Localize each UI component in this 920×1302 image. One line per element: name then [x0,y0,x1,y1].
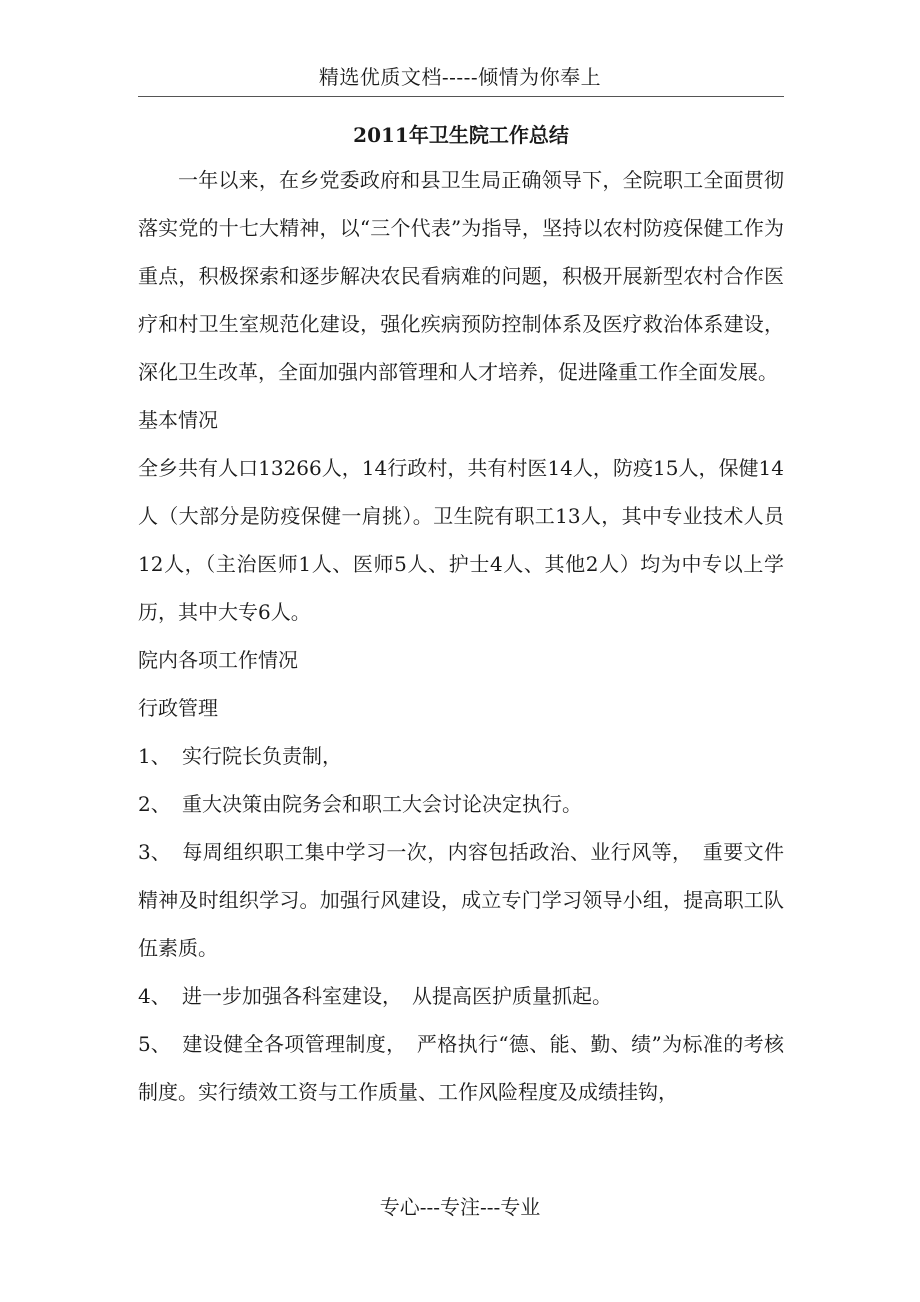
list-item-number: 3、 [138,840,171,864]
intro-paragraph: 一年以来，在乡党委政府和县卫生局正确领导下，全院职工全面贯彻落实党的十七大精神，以“三个代表”为指导，坚持以农村防疫保健工作为重点，积极探索和逐步解决农民看病难的问题，积极开展新型农村合作医疗和村卫生室规范化建设，强化疾病预防控制体系及医疗救治体系建设，深化卫生改革，全面加强内部管理和人才培养，促进隆重工作全面发展。 [138,168,784,384]
list-item [138,828,784,972]
document-body [138,114,784,1116]
list-item [138,780,784,828]
section-heading-hospital-work: 院内各项工作情况 [138,648,298,672]
list-item-number: 5、 [138,1032,171,1056]
list-item-number: 1、 [138,744,171,768]
header-divider [138,96,784,97]
list-item [138,972,784,1020]
basic-info-paragraph: 全乡共有人口13266人，14行政村，共有村医14人，防疫15人，保健14人（大部分是防疫保健一肩挑）。卫生院有职工13人，其中专业技术人员12人，（主治医师1人、医师5人、护士4人、其他2人）均为中专以上学历，其中大专6人。 [138,456,784,624]
list-item-text: 进一步加强各科室建设， 从提高医护质量抓起。 [182,984,612,1008]
list-item-text: 实行院长负责制， [182,744,342,768]
subsection-heading-administration: 行政管理 [138,696,218,720]
list-item-text: 建设健全各项管理制度， 严格执行“德、能、勤、绩”为标准的考核制度。实行绩效工资与工作质量、工作风险程度及成绩挂钩， [138,1032,784,1104]
section-heading-basic-info: 基本情况 [138,408,218,432]
list-item-text: 每周组织职工集中学习一次，内容包括政治、业行风等， 重要文件精神及时组织学习。加强行风建设，成立专门学习领导小组，提高职工队伍素质。 [138,840,784,960]
page-header: 精选优质文档-----倾情为你奉上 [318,65,602,89]
document-title: 2011年卫生院工作总结 [353,123,569,147]
list-item-text: 重大决策由院务会和职工大会讨论决定执行。 [182,792,582,816]
page-footer: 专心---专注---专业 [379,1195,541,1219]
list-item [138,732,784,780]
list-item-number: 4、 [138,984,171,1008]
list-item-number: 2、 [138,792,171,816]
list-item [138,1020,784,1116]
